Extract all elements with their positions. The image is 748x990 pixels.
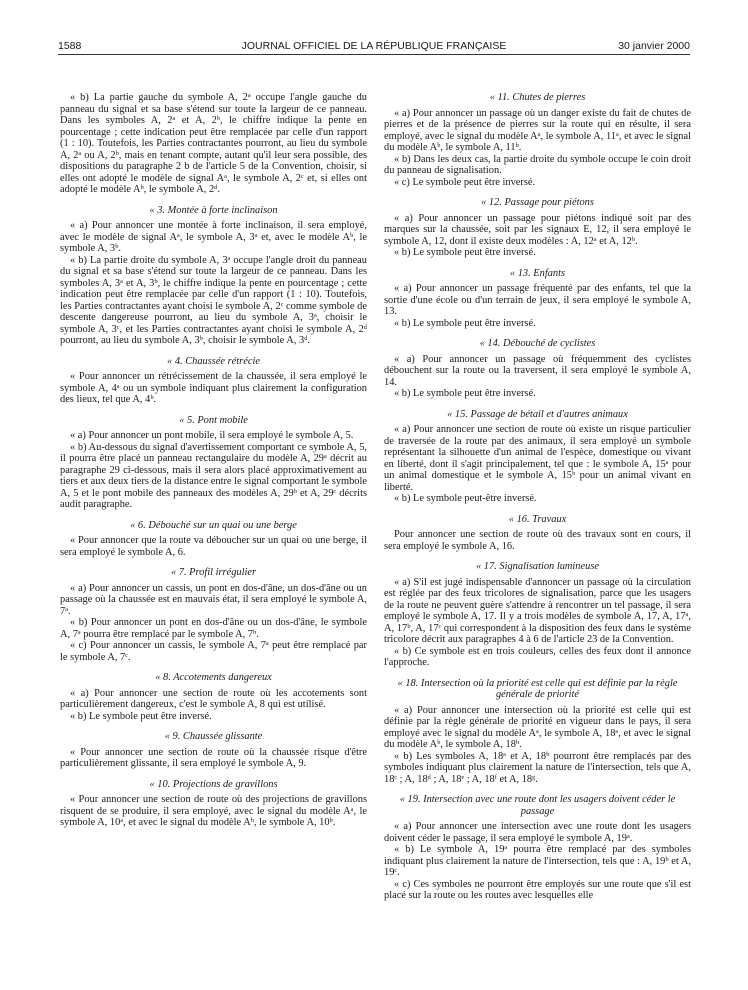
- body-paragraph: « a) Pour annoncer un cassis, un pont en dos-d'âne, un dos-d'âne ou un passage où la chaussée est en mauvais état, il sera employé le symbole A, 7ᵃ.: [60, 582, 367, 617]
- body-paragraph: « b) Ce symbole est en trois couleurs, celles des feux dont il annonce l'approche.: [384, 645, 691, 668]
- section-heading: « 4. Chaussée rétrécie: [167, 355, 260, 367]
- section-heading: « 6. Débouché sur un quai ou une berge: [130, 519, 297, 531]
- body-paragraph: Pour annoncer une section de route où des travaux sont en cours, il sera employé le symbole A, 16.: [384, 529, 691, 552]
- body-paragraph: « a) Pour annoncer un passage où fréquemment des cyclistes débouchent sur la route ou la traversent, il sera employé le symbole A, 14.: [384, 353, 691, 388]
- body-paragraph: « a) Pour annoncer un passage pour piétons indiqué soit par des marques sur la chaussée, soit par les signaux E, 12, il sera employé le symbole A, 12, dont il existe deux modèles : A, 12ᵃ et A, 12ᵇ.: [384, 212, 691, 247]
- body-paragraph: « a) Pour annoncer une section de route où existe un risque particulier de traversée de la route par des animaux, il sera employé un symbole représentant la silhouette d'un animal de l'espèce, domestique ou vivant en liberté, dont il s'agit principalement, tel que : le symbole A, 15ᵃ pour un animal domestique et le symbole A, 15ᵇ pour un animal vivant en liberté.: [384, 424, 691, 493]
- section-heading: « 19. Intersection avec une route dont les usagers doivent céder le passage: [399, 794, 676, 817]
- body-paragraph: « b) Les symboles A, 18ᵃ et A, 18ᵇ pourront être remplacés par des symboles indiquant plus clairement la nature de l'intersection, tels que A, 18ᶜ ; A, 18ᵈ ; A, 18ᵉ ; A, 18ᶠ et A, 18ᵍ.: [384, 750, 691, 785]
- section-heading: « 16. Travaux: [508, 513, 567, 525]
- section-heading: « 5. Pont mobile: [179, 414, 248, 426]
- section-heading: « 15. Passage de bétail et d'autres animaux: [447, 408, 628, 420]
- section-heading: « 8. Accotements dangereux: [155, 672, 272, 683]
- body-paragraph: « a) Pour annoncer une intersection avec une route dont les usagers doivent céder le passage, il sera employé le symbole A, 19ᵃ.: [384, 821, 691, 844]
- section-heading: « 12. Passage pour piétons: [481, 197, 594, 208]
- body-paragraph: « b) Pour annoncer un pont en dos-d'âne ou un dos-d'âne, le symbole A, 7ᵃ pourra être remplacé par le symbole A, 7ᵇ.: [60, 617, 367, 640]
- body-paragraph: « a) Pour annoncer un passage fréquenté par des enfants, tel que la sortie d'une école ou d'un terrain de jeux, il sera employé le symbole A, 13.: [384, 283, 691, 317]
- right-column: [384, 92, 691, 902]
- page-number: 1588: [58, 40, 82, 52]
- body-paragraph: « a) Pour annoncer une section de route où les accotements sont particulièrement dangereux, c'est le symbole A, 8 qui est utilisé.: [60, 687, 367, 710]
- section-heading: « 11. Chutes de pierres: [489, 92, 586, 103]
- section-heading: « 10. Projections de gravillons: [149, 778, 278, 790]
- left-column: [60, 92, 367, 829]
- section-heading: « 13. Enfants: [509, 267, 566, 279]
- body-paragraph: « a) Pour annoncer un passage où un danger existe du fait de chutes de pierres et de la présence de pierres sur la route qui en résulte, il sera employé, avec le signal du modèle Aᵃ, le symbole A, 11ᵃ, et avec le signal du modèle Aᵇ, le symbole A, 11ᵇ.: [384, 107, 691, 153]
- body-paragraph: « Pour annoncer une section de route où la chaussée risque d'être particulièrement glissante, il sera employé le symbole A, 9.: [60, 746, 367, 769]
- body-paragraph: « Pour annoncer que la route va déboucher sur un quai ou une berge, il sera employé le symbole A, 6.: [60, 535, 367, 558]
- body-paragraph: « a) Pour annoncer une montée à forte inclinaison, il sera employé, avec le modèle de signal Aᵃ, le symbole A, 3ᵃ et, avec le modèle Aᵇ, le symbole A, 3ᵇ.: [60, 220, 367, 254]
- body-paragraph: « Pour annoncer un rétrécissement de la chaussée, il sera employé le symbole A, 4ᵃ ou un symbole indiquant plus clairement la configuration des lieux, tel que A, 4ᵇ.: [60, 371, 367, 405]
- body-paragraph: « b) Le symbole peut être inversé.: [394, 388, 536, 399]
- body-paragraph: « b) Le symbole peut être inversé.: [394, 317, 536, 329]
- body-paragraph: « c) Pour annoncer un cassis, le symbole A, 7ᵃ peut être remplacé par le symbole A, 7ᶜ.: [60, 640, 367, 663]
- body-paragraph: « b) Au-dessous du signal d'avertissement comportant ce symbole A, 5, il pourra être placé un panneau rectangulaire du modèle A, 29ᵃ décrit au paragraphe 29 ci-dessous, mais il sera alors placé approximativement au tiers et aux deux tiers de la distance entre le signal comportant le symbole A, 5 et le pont mobile des panneaux des modèles A, 29ᵇ et A, 29ᶜ décrits audit paragraphe.: [60, 441, 367, 510]
- body-paragraph: « b) La partie droite du symbole A, 3ᵃ occupe l'angle droit du panneau du signal et sa base s'étend sur toute la largeur de ce panneau. Dans les symboles A, 3ᵃ et A, 3ᵇ, le chiffre indique la pente en pourcentage ; cette indication peut être remplacée par celle d'un rapport (1 : 10). Toutefois, les Parties contractantes ayant choisi le symbole A, 2ᶜ comme symbole de descente dangereuse pourront, au lieu du symbole A, 3ᵃ, choisir le symbole A, 3ᶜ, et les Parties contractantes ayant choisi le symbole A, 2ᵈ pourront, au lieu du symbole A, 3ᵇ, choisir le symbole A, 3ᵈ.: [60, 254, 367, 346]
- body-paragraph: « b) Le symbole peut être inversé.: [394, 247, 536, 258]
- body-paragraph: « c) Ces symboles ne pourront être employés sur une route que s'il est placé sur la route ou les routes avec lesquelles elle: [384, 878, 691, 901]
- section-heading: « 18. Intersection où la priorité est celle qui est définie par la règle générale de priorité: [397, 677, 678, 700]
- page-header: [58, 40, 690, 55]
- body-paragraph: « b) La partie gauche du symbole A, 2ᵃ occupe l'angle gauche du panneau du signal et sa base s'étend sur toute la largeur de ce panneau. Dans les symboles A, 2ᵃ et A, 2ᵇ, le chiffre indique la pente en pourcentage ; cette indication peut être remplacée par celle d'un rapport (1 : 10). Toutefois, les Parties contractantes pourront, au lieu du symbole A, 2ᵃ ou A, 2ᵇ, mais en tenant compte, autant qu'il leur sera possible, des dispositions du paragraphe 2 b de l'article 5 de la Convention, choisir, si elles ont adopté le modèle de signal Aᵃ, le symbole A, 2ᶜ et, si elles ont adopté le modèle Aᵇ, le symbole A, 2ᵈ.: [60, 92, 367, 195]
- section-heading: « 3. Montée à forte inclinaison: [149, 204, 278, 216]
- section-heading: « 14. Débouché de cyclistes: [479, 338, 596, 349]
- journal-title: JOURNAL OFFICIEL DE LA RÉPUBLIQUE FRANÇAISE: [241, 40, 507, 52]
- body-paragraph: « b) Le symbole peut-être inversé.: [394, 493, 537, 504]
- body-paragraph: « a) Pour annoncer une intersection où la priorité est celle qui est définie par la règle générale de priorité en vigueur dans le pays, il sera employé avec le signal du modèle Aᵃ, le symbole A, 18ᵃ, et avec le signal du modèle Aᵇ, le symbole A, 18ᵇ.: [384, 704, 691, 750]
- body-paragraph: « b) Le symbole peut être inversé.: [70, 710, 212, 722]
- section-heading: « 17. Signalisation lumineuse: [476, 561, 599, 572]
- publication-date: 30 janvier 2000: [618, 40, 690, 52]
- body-paragraph: « b) Dans les deux cas, la partie droite du symbole occupe le coin droit du panneau de signalisation.: [384, 153, 691, 176]
- section-heading: « 7. Profil irrégulier: [170, 567, 257, 578]
- body-paragraph: « a) S'il est jugé indispensable d'annoncer un passage où la circulation est réglée par des feux tricolores de signalisation, parce que les usagers de la route ne peuvent guère s'attendre à rencontrer un tel passage, il sera employé le symbole A, 17. Il y a trois modèles de symbole A, 17, A, 17ᵃ, A, 17ᵇ, A, 17ᶜ qui correspondent à la disposition des feux dans le système tricolore décrit aux paragraphes 4 à 6 de l'article 23 de la Convention.: [384, 576, 691, 645]
- body-paragraph: « b) Le symbole A, 19ᵃ pourra être remplacé par des symboles indiquant plus clairement la nature de l'intersection, tels que : A, 19ᵇ et A, 19ᶜ.: [384, 844, 691, 878]
- body-paragraph: « Pour annoncer une section de route où des projections de gravillons risquent de se produire, il sera employé, avec le signal du modèle Aᵃ, le symbole A, 10ᵃ, et avec le signal du modèle Aᵇ, le symbole A, 10ᵇ.: [60, 794, 367, 828]
- body-paragraph: « a) Pour annoncer un pont mobile, il sera employé le symbole A, 5.: [70, 430, 354, 441]
- body-paragraph: « c) Le symbole peut être inversé.: [394, 176, 536, 188]
- section-heading: « 9. Chaussée glissante: [164, 731, 263, 742]
